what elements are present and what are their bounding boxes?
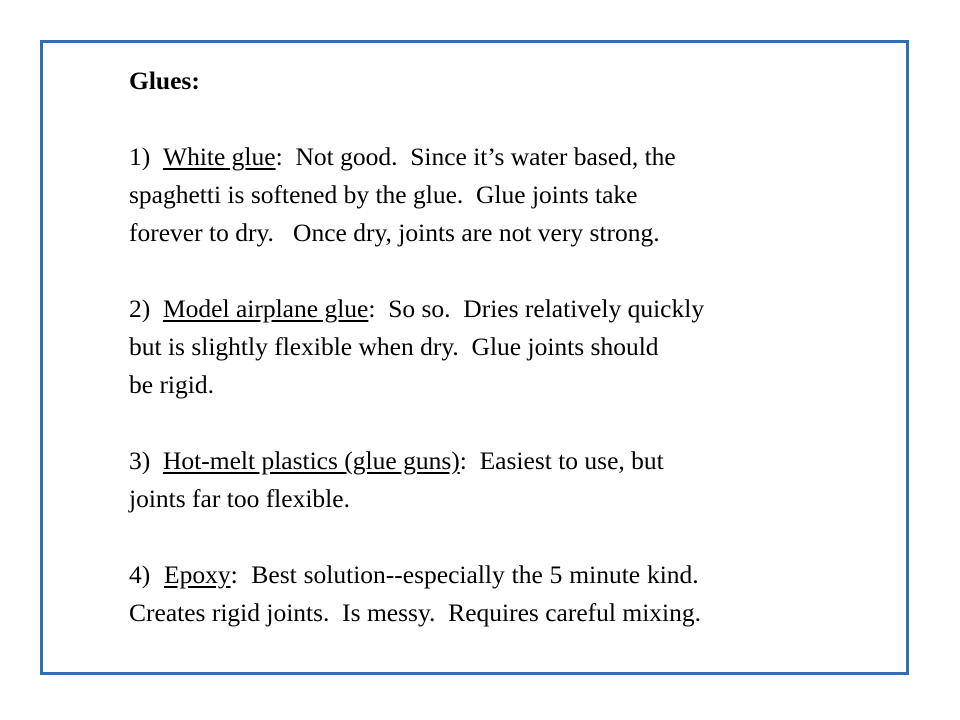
item-name: White glue bbox=[163, 142, 276, 171]
item-number: 3) bbox=[129, 446, 151, 475]
slide-content bbox=[129, 62, 889, 632]
item-text: Easiest to use, but bbox=[479, 446, 664, 475]
spacer bbox=[129, 518, 889, 556]
list-item-white-glue bbox=[129, 138, 889, 252]
slide-title: Glues: bbox=[129, 66, 200, 95]
list-item-line: 1) White glue: Not good. Since it’s water based, the bbox=[129, 142, 676, 171]
item-name: Model airplane glue bbox=[163, 294, 369, 323]
item-text: Creates rigid joints. Is messy. Requires careful mixing. bbox=[129, 598, 701, 627]
item-text: joints far too flexible. bbox=[129, 484, 350, 513]
item-text: but is slightly flexible when dry. Glue joints should bbox=[129, 332, 659, 361]
list-item-line: 2) Model airplane glue: So so. Dries relatively quickly bbox=[129, 294, 705, 323]
item-text: forever to dry. Once dry, joints are not very strong. bbox=[129, 218, 660, 247]
list-item-epoxy bbox=[129, 556, 889, 632]
item-text: spaghetti is softened by the glue. Glue joints take bbox=[129, 180, 638, 209]
spacer bbox=[129, 404, 889, 442]
item-text: Not good. Since it’s water based, the bbox=[295, 142, 676, 171]
item-text: So so. Dries relatively quickly bbox=[388, 294, 705, 323]
spacer bbox=[129, 100, 889, 138]
item-name: Epoxy bbox=[164, 560, 231, 589]
item-name: Hot-melt plastics (glue guns) bbox=[163, 446, 460, 475]
item-text: be rigid. bbox=[129, 370, 214, 399]
item-number: 2) bbox=[129, 294, 151, 323]
list-item-line: 3) Hot-melt plastics (glue guns): Easiest to use, but bbox=[129, 446, 664, 475]
list-item-hot-melt-plastics bbox=[129, 442, 889, 518]
item-text: Best solution--especially the 5 minute kind. bbox=[251, 560, 699, 589]
list-item-line: 4) Epoxy: Best solution--especially the 5 minute kind. bbox=[129, 560, 699, 589]
spacer bbox=[129, 252, 889, 290]
item-number: 4) bbox=[129, 560, 151, 589]
list-item-model-airplane-glue bbox=[129, 290, 889, 404]
item-number: 1) bbox=[129, 142, 151, 171]
